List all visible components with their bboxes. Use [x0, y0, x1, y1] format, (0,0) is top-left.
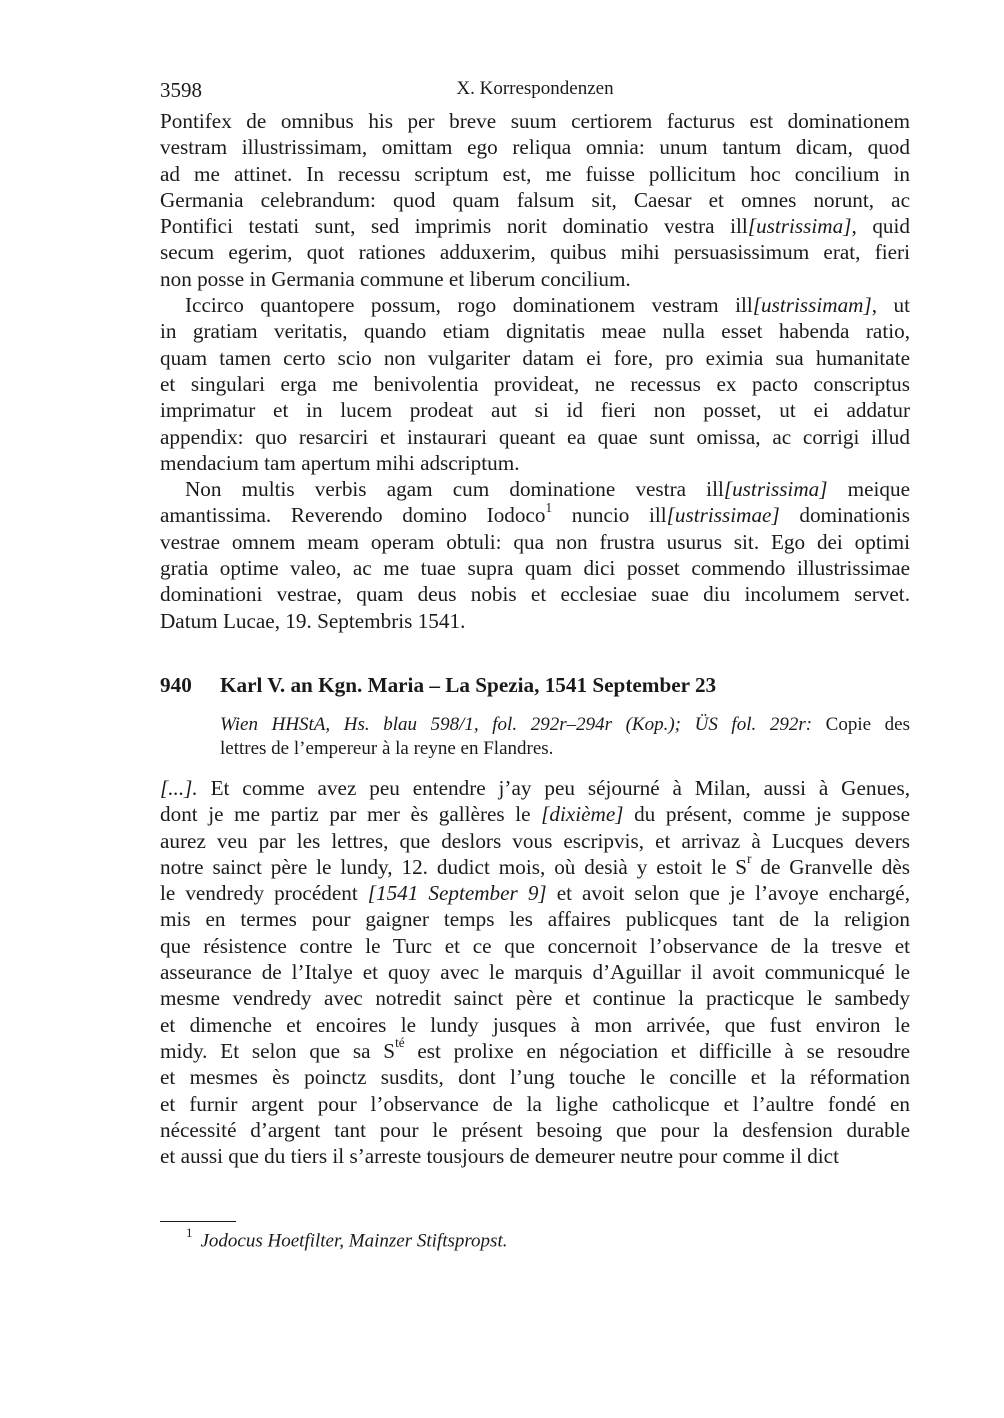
source-note: [220, 713, 910, 761]
text-line: [...]. Et comme avez peu entendre j’ay peu séjourné à Milan, aussi à Genues,: [160, 775, 910, 800]
footnote-text: Jodocus Hoetfilter, Mainzer Stiftspropst.: [200, 1230, 508, 1252]
text-line: amantissima. Reverendo domino Iodoco$^1$ nuncio ill[ustrissimae] dominationis: [160, 499, 910, 528]
text-line: secum egerim, quot rationes adduxerim, quibus mihi persuasissimum erat, fieri: [160, 240, 910, 265]
text-line: et singulari erga me benivolentia provideat, ne recessus ex pacto conscriptus: [160, 371, 910, 396]
text-line: Pontifici testati sunt, sed imprimis norit dominatio vestra ill[ustrissima], quid: [160, 214, 911, 239]
text-line: aurez veu par les lettres, que deslors vous escripvis, et arrivaz à Lucques devers: [160, 828, 910, 853]
paragraph: [160, 108, 910, 292]
text-line: vestrae omnem meam operam obtuli: qua non frustra usurus sit. Ego dei optimi: [160, 529, 910, 554]
text-line: imprimatur et in lucem prodeat aut si id fieri non posset, ut ei addatur: [160, 398, 910, 423]
text-line: Wien HHStA, Hs. blau 598/1, fol. 292r–294r (Kop.); ÜS fol. 292r: Copie des: [220, 713, 910, 735]
continuation-text: [160, 108, 910, 634]
text-line: Non multis verbis agam cum dominatione vestra ill[ustrissima] meique: [185, 477, 910, 502]
running-title: X. Korrespondenzen: [456, 78, 614, 99]
footnote: [186, 1227, 507, 1252]
text-line: et aussi que du tiers il s’arreste tousjours de demeurer neutre pour comme il dict: [160, 1144, 839, 1169]
paragraph: [160, 476, 910, 634]
text-line: et mesmes ès poinctz susdits, dont l’ung touche le concille et la réformation: [160, 1065, 910, 1090]
page: [160, 78, 910, 1169]
text-line: notre sainct père le lundy, 12. dudict mois, où desià y estoit le $S^r$ de Granvelle dès: [160, 851, 910, 879]
text-line: et furnir argent pour l’observance de la lighe catholicque et l’aultre fondé en: [160, 1091, 910, 1116]
text-line: vestram illustrissimam, omittam ego reliqua omnia: unum tantum dicam, quod: [160, 135, 910, 160]
running-head: [160, 78, 910, 108]
text-line: in gratiam veritatis, quando etiam dignitatis meae nulla esset habenda ratio,: [160, 319, 910, 344]
text-line: mis en termes pour gaigner temps les affaires publicques tant de la religion: [160, 907, 910, 932]
text-line: ad me attinet. In recessu scriptum est, me fuisse pollicitum hoc concilium in: [160, 161, 910, 186]
text-line: non posse in Germania commune et liberum concilium.: [160, 266, 631, 291]
text-line: Iccirco quantopere possum, rogo dominationem vestram ill[ustrissimam], ut: [185, 293, 910, 318]
text-line: asseurance de l’Italye et quoy avec le marquis d’Aguillar il avoit communicqué le: [160, 960, 910, 985]
text-line: et dimenche et encoires le lundy jusques à mon arrivée, que fust environ le: [160, 1012, 910, 1037]
text-line: appendix: quo resarciri et instaurari queant ea quae sunt omissa, ac corrigi illud: [160, 424, 910, 449]
footnote-mark: 1: [186, 1225, 193, 1240]
document-number: 940: [160, 672, 192, 697]
text-line: le vendredy procédent [1541 September 9] et avoit selon que je l’avoye enchargé,: [160, 881, 910, 906]
text-line: mendacium tam apertum mihi adscriptum.: [160, 450, 520, 475]
text-line: mesme vendredy avec notredit sainct père et continue la practicque le sambedy: [160, 986, 910, 1011]
footnote-rule: [160, 1221, 236, 1222]
document-title: Karl V. an Kgn. Maria – La Spezia, 1541 September 23: [220, 672, 717, 697]
page-number: 3598: [160, 78, 202, 102]
letter-text: [160, 775, 910, 1169]
text-line: dominationi vestrae, quam deus nobis et ecclesiae suae diu incolumem servet.: [160, 582, 910, 607]
text-line: midy. Et selon que sa $S^{té}$ est prolixe en négociation et difficille à se resoudre: [160, 1035, 910, 1063]
text-line: quam tamen certo scio non vulgariter datam ei fore, pro eximia sua humanitate: [160, 345, 910, 370]
text-line: Germania celebrandum: quod quam falsum sit, Caesar et omnes norunt, ac: [160, 187, 910, 212]
text-line: que résistence contre le Turc et ce que concernoit l’observance de la tresve et: [160, 933, 910, 958]
text-line: Pontifex de omnibus his per breve suum certiorem facturus est dominationem: [160, 109, 910, 133]
text-line: lettres de l’empereur à la reyne en Flandres.: [220, 737, 554, 759]
paragraph: [160, 292, 910, 476]
text-line: Datum Lucae, 19. Septembris 1541.: [160, 608, 466, 633]
text-line: gratia optime valeo, ac me tuae supra quam dici posset commendo illustrissimae: [160, 556, 910, 581]
text-line: dont je me partiz par mer ès gallères le [dixième] du présent, comme je suppose: [160, 802, 910, 827]
text-line: nécessité d’argent tant pour le présent besoing que pour la desfension durable: [160, 1117, 910, 1142]
document-heading: [160, 673, 910, 701]
